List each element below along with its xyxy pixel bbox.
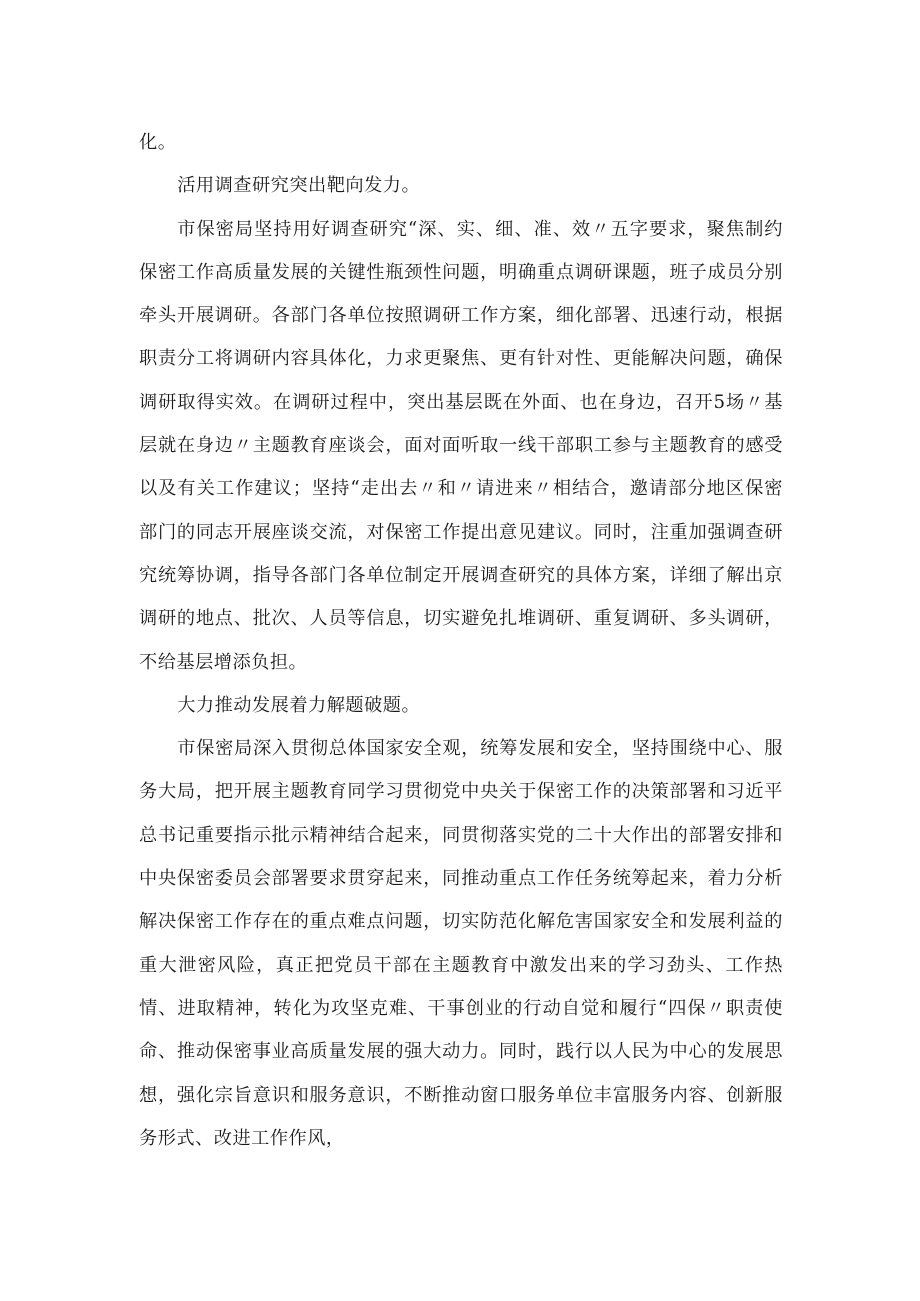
document-body (139, 121, 783, 1160)
section-heading-development: 大力推动发展着力解题破题。 (177, 694, 421, 716)
paragraph-continuation: 化。 (139, 132, 177, 153)
paragraph-development: 市保密局深入贯彻总体国家安全观，统筹发展和安全，坚持围绕中心、服务大局，把开展主题教育同学习贯彻党中央关于保密工作的决策部署和习近平总书记重要指示批示精神结合起来，同贯彻落实党的二十大作出的部署安排和中央保密委员会部署要求贯穿起来，同推动重点工作任务统筹起来，着力分析解决保密工作存在的重点难点问题，切实防范化解危害国家安全和发展利益的重大泄密风险，真正把党员干部在主题教育中激发出来的学习劲头、工作热情、进取精神，转化为攻坚克难、干事创业的行动自觉和履行“四保〃职责使命、推动保密事业高质量发展的强大动力。同时，践行以人民为中心的发展思想，强化宗旨意识和服务意识，不断推动窗口服务单位丰富服务内容、创新服务形式、改进工作作风， (139, 738, 783, 1149)
section-heading-research: 活用调查研究突出靶向发力。 (177, 175, 421, 197)
paragraph-research: 市保密局坚持用好调查研究“深、实、细、准、效〃五字要求，聚焦制约保密工作高质量发展的关键性瓶颈性问题，明确重点调研课题，班子成员分别牵头开展调研。各部门各单位按照调研工作方案，细化部署、迅速行动，根据职责分工将调研内容具体化，力求更聚焦、更有针对性、更能解决问题，确保调研取得实效。在调研过程中，突出基层既在外面、也在身边，召开5场〃基层就在身边〃主题教育座谈会，面对面听取一线干部职工参与主题教育的感受以及有关工作建议；坚持“走出去〃和〃请进来〃相结合，邀请部分地区保密部门的同志开展座谈交流，对保密工作提出意见建议。同时，注重加强调查研究统筹协调，指导各部门各单位制定开展调查研究的具体方案，详细了解出京调研的地点、批次、人员等信息，切实避免扎堆调研、重复调研、多头调研，不给基层增添负担。 (139, 218, 783, 673)
